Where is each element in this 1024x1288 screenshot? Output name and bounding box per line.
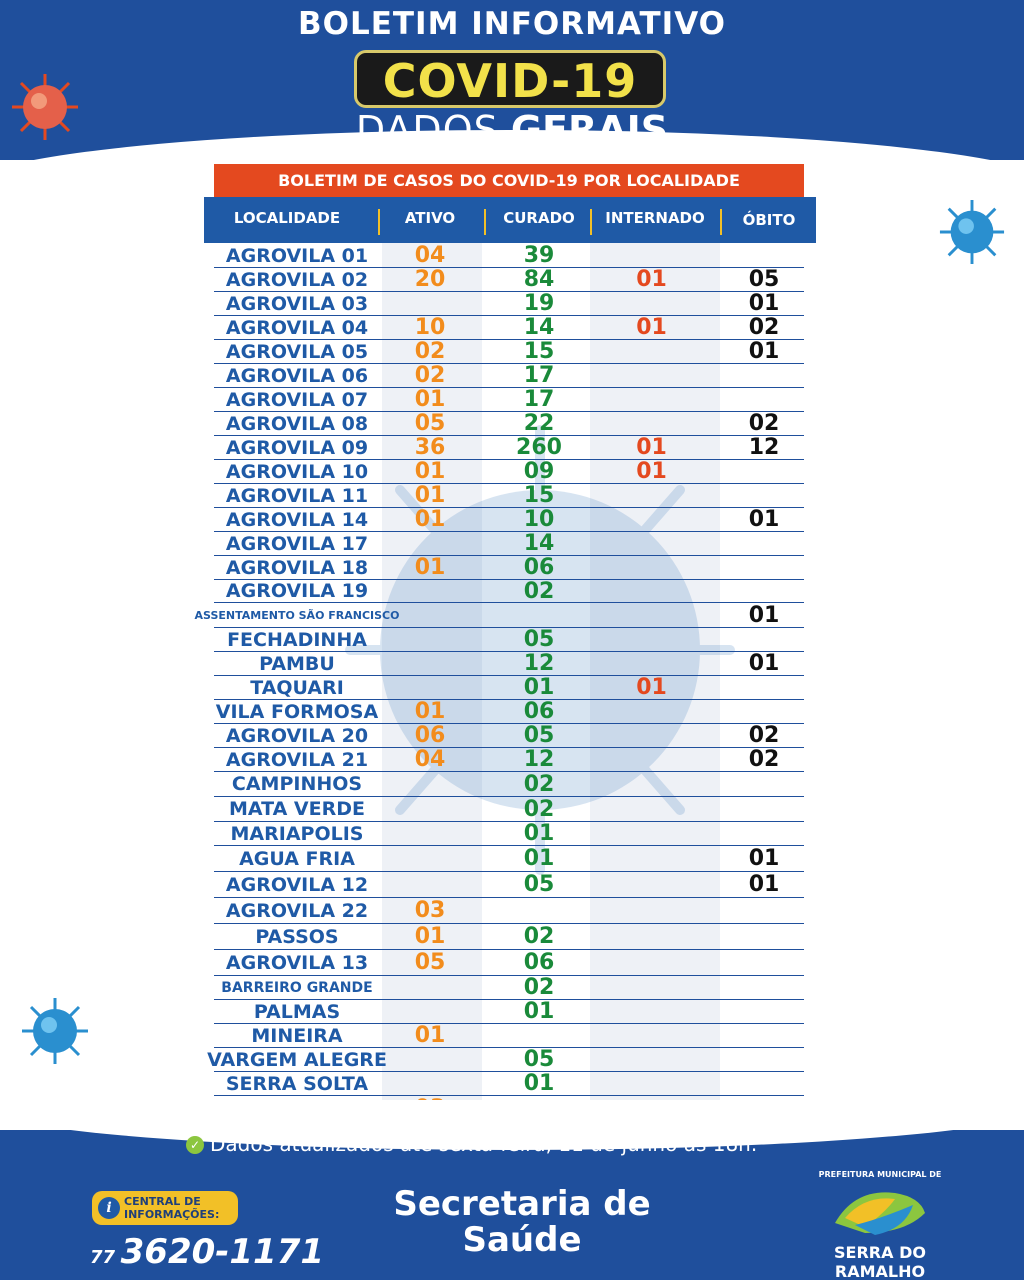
table-row xyxy=(214,976,804,1000)
hospitalized-cell xyxy=(599,748,704,771)
hospitalized-cell xyxy=(599,950,704,975)
gerais-word: GERAIS xyxy=(510,108,669,152)
covid-badge xyxy=(354,50,666,108)
locality-cell: AGROVILA 10 xyxy=(225,460,369,483)
hospitalized-cell xyxy=(599,532,704,555)
phone-area-code: 77 xyxy=(90,1247,116,1268)
deaths-cell xyxy=(714,364,814,387)
hospitalized-cell: 01 xyxy=(636,267,667,292)
hospitalized-cell xyxy=(599,822,704,845)
deaths-cell: 02 xyxy=(748,315,780,340)
col-header-ativo: ATIVO xyxy=(404,209,456,227)
table-row xyxy=(214,556,804,580)
table-row xyxy=(214,292,804,316)
secretaria-line1: Secretaria de xyxy=(393,1184,651,1224)
section-banner: BOLETIM DE CASOS DO COVID-19 POR LOCALIDADE xyxy=(214,164,804,201)
cured-cell: 19 xyxy=(523,291,555,316)
cured-cell: 09 xyxy=(523,459,555,484)
table-row xyxy=(214,532,804,556)
cured-cell: 12 xyxy=(523,651,555,676)
virus-icon-bottom-left xyxy=(20,996,90,1066)
hospitalized-cell xyxy=(599,1000,704,1023)
deaths-cell xyxy=(714,1024,814,1047)
hospitalized-cell xyxy=(599,872,704,897)
deaths-cell xyxy=(714,924,814,949)
locality-cell: AGROVILA 22 xyxy=(225,899,369,922)
deaths-cell xyxy=(714,976,814,999)
locality-cell: AGROVILA 13 xyxy=(225,951,369,974)
table-row xyxy=(207,1047,804,1072)
virus-icon-top-right xyxy=(938,198,1006,266)
hospitalized-cell xyxy=(599,340,704,363)
locality-cell: CAMPINHOS xyxy=(231,773,363,795)
info-icon: i xyxy=(98,1197,120,1219)
phone-digits: 3620-1171 xyxy=(120,1232,325,1272)
locality-cell: AGROVILA 19 xyxy=(225,580,369,602)
active-cell xyxy=(380,628,480,651)
table-row xyxy=(214,580,804,603)
cured-cell: 84 xyxy=(523,267,555,292)
table-row xyxy=(214,652,804,676)
active-cell: 06 xyxy=(414,723,446,748)
prefeitura-name: SERRA DO RAMALHO xyxy=(834,1243,926,1281)
hospitalized-cell xyxy=(599,976,704,999)
table-row xyxy=(214,244,804,268)
active-cell: 01 xyxy=(414,507,446,532)
active-cell: 05 xyxy=(414,950,446,975)
deaths-cell xyxy=(714,556,814,579)
active-cell: 36 xyxy=(414,435,446,460)
cured-cell: 14 xyxy=(523,531,555,556)
update-note xyxy=(186,1132,757,1156)
locality-cell: MARIAPOLIS xyxy=(230,822,364,845)
active-cell xyxy=(380,1048,480,1071)
deaths-cell xyxy=(714,460,814,483)
cured-cell: 05 xyxy=(523,1047,555,1072)
table-row xyxy=(214,484,804,508)
active-cell xyxy=(380,652,480,675)
locality-cell: AGROVILA 12 xyxy=(225,873,369,896)
table-row xyxy=(194,602,804,628)
cured-cell: 14 xyxy=(523,315,555,340)
cured-cell: 260 xyxy=(516,435,562,460)
locality-cell: VILA FORMOSA xyxy=(215,700,379,723)
hospitalized-cell xyxy=(599,724,704,747)
deaths-cell xyxy=(714,676,814,699)
table-row xyxy=(214,724,804,748)
table-row xyxy=(214,1072,804,1096)
locality-cell: MATA VERDE xyxy=(228,798,365,820)
active-cell: 04 xyxy=(414,747,446,772)
deaths-cell xyxy=(714,700,814,723)
hospitalized-cell xyxy=(599,556,704,579)
cured-cell: 01 xyxy=(523,675,555,700)
col-header-internado: INTERNADO xyxy=(605,209,705,227)
deaths-cell xyxy=(714,950,814,975)
deaths-cell xyxy=(714,822,814,845)
active-cell: 01 xyxy=(414,699,446,724)
info-center-line1: CENTRAL DE xyxy=(124,1195,201,1208)
info-center-badge xyxy=(92,1191,238,1225)
locality-cell: PALMAS xyxy=(253,1000,341,1023)
hospitalized-cell xyxy=(599,846,704,871)
cured-cell xyxy=(484,603,594,627)
table-row xyxy=(214,950,804,976)
active-cell: 10 xyxy=(414,315,446,340)
deaths-cell: 01 xyxy=(748,291,780,316)
active-cell xyxy=(380,797,480,821)
cured-cell: 22 xyxy=(523,411,555,436)
hospitalized-cell xyxy=(599,924,704,949)
active-cell: 01 xyxy=(414,924,446,949)
cured-cell: 05 xyxy=(523,872,555,897)
active-cell: 20 xyxy=(414,267,446,292)
bulletin-title: BOLETIM INFORMATIVO xyxy=(297,6,727,42)
locality-cell: AGROVILA 08 xyxy=(225,412,369,435)
table-row xyxy=(214,846,804,872)
deaths-cell: 01 xyxy=(748,602,780,628)
hospitalized-cell xyxy=(599,700,704,723)
table-row xyxy=(214,316,804,340)
active-cell: 02 xyxy=(414,339,446,364)
virus-icon-top-left xyxy=(10,72,80,142)
city-logo-icon xyxy=(825,1183,935,1243)
col-header-localidade: LOCALIDADE xyxy=(233,209,341,227)
active-cell xyxy=(380,1072,480,1095)
hospitalized-cell xyxy=(599,603,704,627)
deaths-cell xyxy=(714,1000,814,1023)
hospitalized-cell xyxy=(599,797,704,821)
cured-cell: 17 xyxy=(523,387,555,412)
hospitalized-cell: 01 xyxy=(636,459,667,484)
table-row xyxy=(214,676,804,700)
active-cell: 01 xyxy=(414,555,446,580)
active-cell: 03 xyxy=(414,898,446,923)
hospitalized-cell xyxy=(599,772,704,796)
phone-number xyxy=(90,1232,324,1272)
deaths-cell: 12 xyxy=(748,435,780,460)
locality-cell: AGROVILA 04 xyxy=(225,316,369,339)
cured-cell xyxy=(484,1024,594,1047)
col-header-obito: ÓBITO xyxy=(742,211,796,229)
table-row xyxy=(214,364,804,388)
table-row xyxy=(214,924,804,950)
table-row xyxy=(214,700,804,724)
prefeitura-label: PREFEITURA MUNICIPAL DE xyxy=(818,1170,942,1179)
locality-cell: FECHADINHA xyxy=(227,628,367,651)
active-cell: 02 xyxy=(414,363,446,388)
deaths-cell xyxy=(714,1048,814,1071)
active-cell xyxy=(380,976,480,999)
locality-cell: MINEIRA xyxy=(251,1024,343,1047)
deaths-cell: 01 xyxy=(748,846,780,871)
dados-word: DADOS xyxy=(355,108,499,152)
cured-cell: 01 xyxy=(523,1071,555,1096)
table-header xyxy=(204,197,816,243)
cured-cell: 10 xyxy=(523,507,555,532)
locality-cell: AGROVILA 06 xyxy=(225,364,369,387)
table-row xyxy=(214,340,804,364)
locality-cell: AGROVILA 09 xyxy=(225,436,369,459)
hospitalized-cell xyxy=(599,1048,704,1071)
locality-cell: PAMBU xyxy=(259,652,335,675)
locality-cell: SERRA SOLTA xyxy=(225,1072,369,1095)
hospitalized-cell xyxy=(599,412,704,435)
deaths-cell xyxy=(714,628,814,651)
cured-cell: 39 xyxy=(523,243,555,268)
active-cell xyxy=(380,532,480,555)
active-cell xyxy=(380,872,480,897)
cured-cell: 12 xyxy=(523,747,555,772)
cured-cell: 17 xyxy=(523,363,555,388)
locality-cell: ASSENTAMENTO SÃO FRANCISCO xyxy=(194,608,400,622)
table-row xyxy=(214,822,804,846)
locality-cell: PASSOS xyxy=(255,925,339,948)
deaths-cell xyxy=(714,484,814,507)
table-row xyxy=(214,460,804,484)
active-cell xyxy=(380,676,480,699)
deaths-cell xyxy=(714,580,814,602)
table-row xyxy=(214,772,804,797)
locality-cell: AGROVILA 02 xyxy=(225,268,369,291)
deaths-cell xyxy=(714,532,814,555)
locality-cell: AGROVILA 20 xyxy=(225,724,369,747)
hospitalized-cell xyxy=(599,898,704,923)
deaths-cell: 05 xyxy=(748,267,780,292)
prefeitura-subtitle: TRANSPARÊNCIA E PARTICIPAÇÃO POPULAR xyxy=(806,1281,954,1288)
table-row xyxy=(214,412,804,436)
cured-cell: 01 xyxy=(523,999,555,1024)
deaths-cell xyxy=(714,244,814,267)
locality-cell: AGROVILA 03 xyxy=(225,292,369,315)
deaths-cell: 01 xyxy=(748,651,780,676)
cured-cell: 06 xyxy=(523,950,555,975)
active-cell: 01 xyxy=(414,459,446,484)
table-row xyxy=(214,1000,804,1024)
cured-cell: 15 xyxy=(523,339,555,364)
table-row xyxy=(214,508,804,532)
secretaria-title xyxy=(380,1186,664,1258)
active-cell: 04 xyxy=(414,243,446,268)
locality-cell: AGROVILA 01 xyxy=(225,244,369,267)
secretaria-line2: Saúde xyxy=(462,1220,582,1260)
hospitalized-cell xyxy=(599,1024,704,1047)
hospitalized-cell xyxy=(599,244,704,267)
active-cell xyxy=(380,580,480,602)
table-row xyxy=(214,268,804,292)
locality-cell: AGROVILA 18 xyxy=(225,556,369,579)
cured-cell: 02 xyxy=(523,578,555,604)
locality-cell: AGUA FRIA xyxy=(239,847,355,870)
cured-cell xyxy=(484,898,594,923)
locality-cell: AGROVILA 14 xyxy=(225,508,369,531)
locality-cell: AGROVILA 17 xyxy=(225,532,369,555)
table-row xyxy=(214,436,804,460)
locality-cell: TAQUARI xyxy=(250,676,344,699)
cured-cell: 02 xyxy=(523,796,555,822)
check-icon: ✓ xyxy=(186,1136,204,1154)
cured-cell: 02 xyxy=(523,975,555,1000)
dados-gerais xyxy=(0,108,1024,152)
prefeitura-logo xyxy=(790,1170,970,1288)
active-cell: 05 xyxy=(414,411,446,436)
deaths-cell: 02 xyxy=(748,411,780,436)
cured-cell: 06 xyxy=(523,555,555,580)
locality-cell: AGROVILA 05 xyxy=(225,340,369,363)
hospitalized-cell xyxy=(599,1072,704,1095)
table-row xyxy=(214,748,804,772)
deaths-cell xyxy=(714,388,814,411)
cured-cell: 02 xyxy=(523,924,555,949)
hospitalized-cell xyxy=(599,292,704,315)
active-cell xyxy=(380,772,480,796)
table-row xyxy=(214,797,804,822)
locality-cell: AGROVILA 07 xyxy=(225,388,369,411)
active-cell xyxy=(380,822,480,845)
active-cell xyxy=(380,603,480,627)
cured-cell: 06 xyxy=(523,699,555,724)
deaths-cell: 01 xyxy=(748,507,780,532)
hospitalized-cell xyxy=(599,388,704,411)
hospitalized-cell xyxy=(599,628,704,651)
table-row xyxy=(214,388,804,412)
table-row xyxy=(214,872,804,898)
cured-cell: 05 xyxy=(523,627,555,652)
active-cell xyxy=(380,292,480,315)
hospitalized-cell xyxy=(599,580,704,602)
covid-title: COVID-19 xyxy=(382,54,638,108)
active-cell: 01 xyxy=(414,1023,446,1048)
info-center-label xyxy=(124,1195,236,1221)
deaths-cell: 01 xyxy=(748,872,780,897)
table-row xyxy=(214,1024,804,1048)
deaths-cell: 02 xyxy=(748,723,780,748)
hospitalized-cell xyxy=(599,364,704,387)
active-cell: 01 xyxy=(414,483,446,508)
deaths-cell xyxy=(714,772,814,796)
locality-cell: BARREIRO GRANDE xyxy=(221,979,373,996)
table-row xyxy=(214,628,804,652)
active-cell xyxy=(380,846,480,871)
active-cell xyxy=(380,1000,480,1023)
col-header-curado: CURADO xyxy=(503,209,575,227)
info-center-line2: INFORMAÇÕES: xyxy=(124,1208,220,1221)
hospitalized-cell: 01 xyxy=(636,675,667,700)
deaths-cell xyxy=(714,898,814,923)
cured-cell: 01 xyxy=(523,821,555,846)
locality-cell: VARGEM ALEGRE xyxy=(207,1048,387,1071)
hospitalized-cell: 01 xyxy=(636,435,667,460)
hospitalized-cell: 01 xyxy=(636,315,667,340)
cured-cell: 15 xyxy=(523,483,555,508)
update-text: Dados atualizados até sexta-feira, 11 de junho às 18h. xyxy=(210,1132,758,1156)
deaths-cell: 02 xyxy=(748,747,780,772)
cured-cell: 05 xyxy=(523,723,555,748)
deaths-cell: 01 xyxy=(748,339,780,364)
hospitalized-cell xyxy=(599,652,704,675)
deaths-cell xyxy=(714,797,814,821)
cured-cell: 02 xyxy=(523,771,555,797)
table-row xyxy=(214,898,804,924)
active-cell: 01 xyxy=(414,387,446,412)
hospitalized-cell xyxy=(599,484,704,507)
locality-cell: AGROVILA 21 xyxy=(225,748,369,771)
cured-cell: 01 xyxy=(523,846,555,871)
locality-cell: AGROVILA 11 xyxy=(225,484,369,507)
deaths-cell xyxy=(714,1072,814,1095)
hospitalized-cell xyxy=(599,508,704,531)
